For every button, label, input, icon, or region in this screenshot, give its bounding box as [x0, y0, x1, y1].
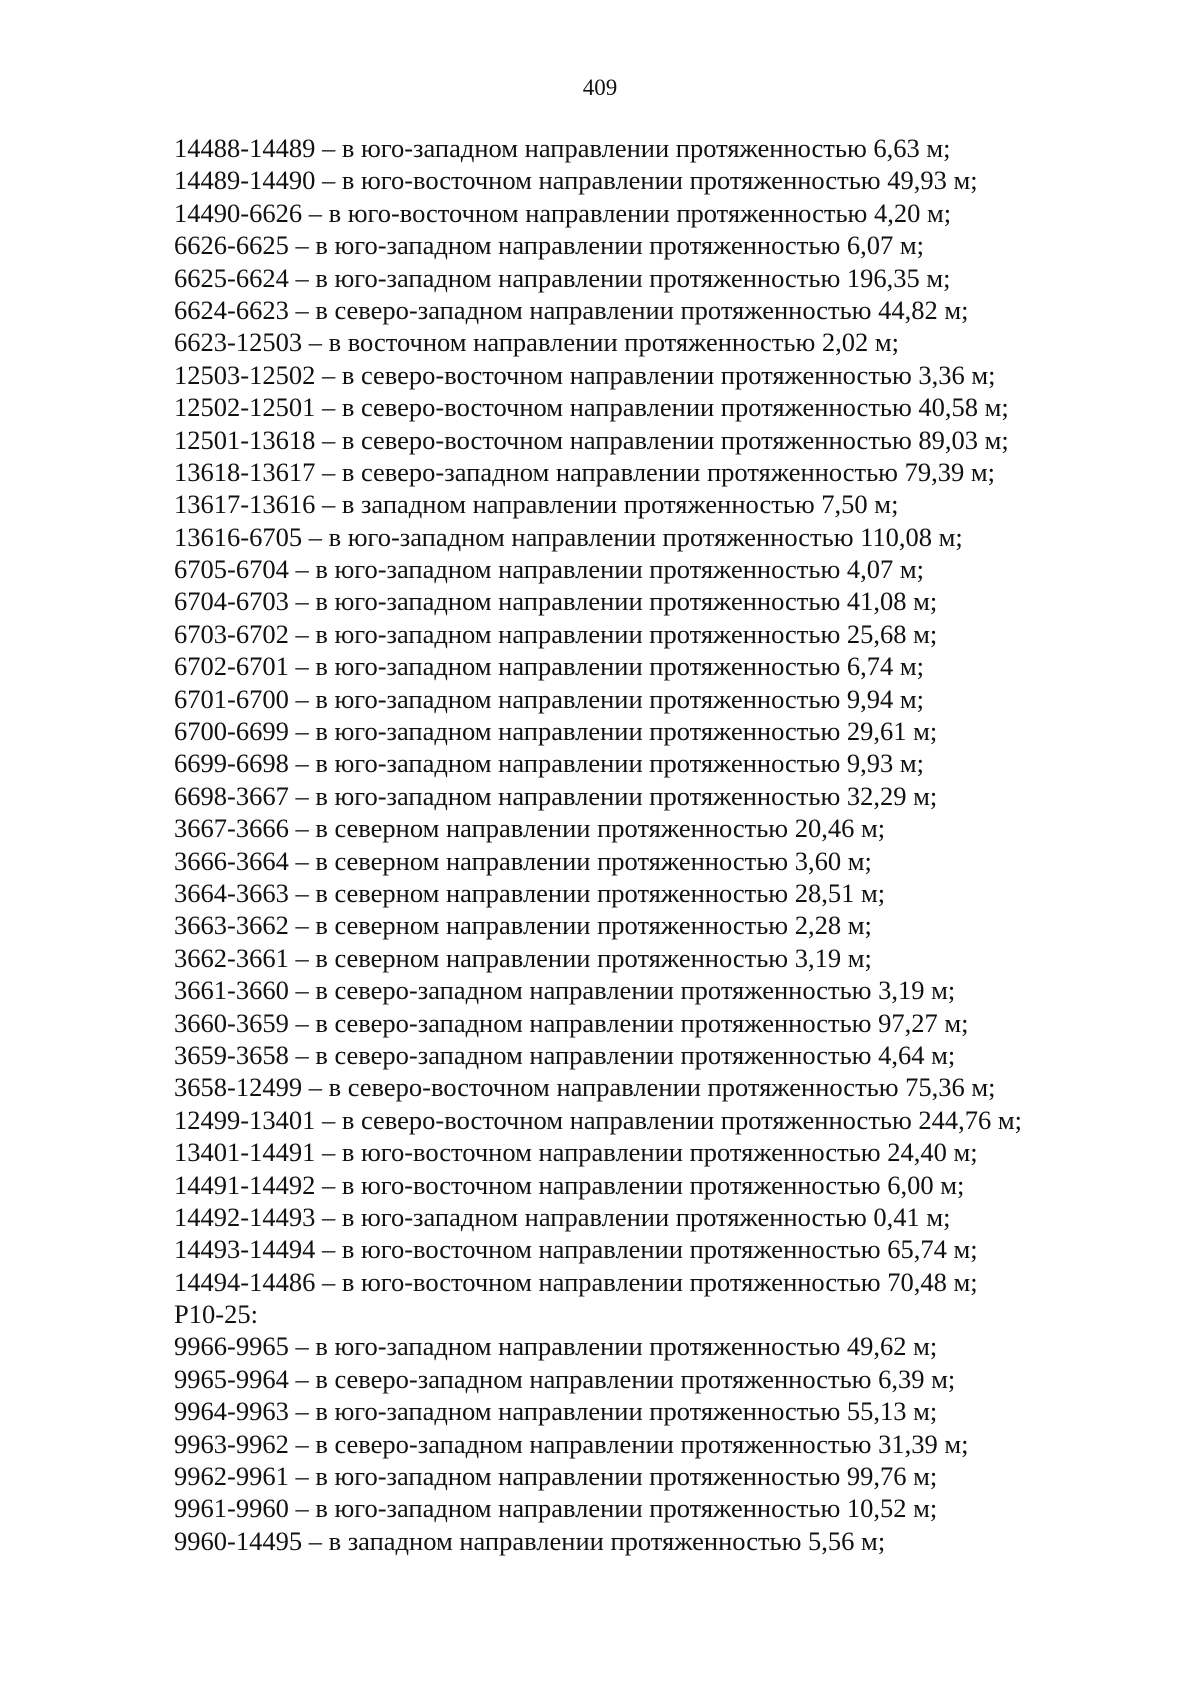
text-line: 14493-14494 – в юго-восточном направлении протяженностью 65,74 м;: [174, 1234, 978, 1265]
text-line: 12502-12501 – в северо-восточном направлении протяженностью 40,58 м;: [174, 392, 1009, 423]
text-line: 14491-14492 – в юго-восточном направлении протяженностью 6,00 м;: [174, 1169, 965, 1200]
text-line: 6701-6700 – в юго-западном направлении протяженностью 9,94 м;: [174, 683, 925, 714]
text-line: 9964-9963 – в юго-западном направлении протяженностью 55,13 м;: [174, 1396, 938, 1427]
text-line: 6626-6625 – в юго-западном направлении протяженностью 6,07 м;: [174, 230, 925, 261]
text-line: 13616-6705 – в юго-западном направлении протяженностью 110,08 м;: [174, 521, 963, 552]
text-line: 6699-6698 – в юго-западном направлении протяженностью 9,93 м;: [174, 748, 925, 779]
text-line: 12501-13618 – в северо-восточном направлении протяженностью 89,03 м;: [174, 424, 1009, 455]
page-number: 409: [582, 75, 618, 100]
text-line: Р10-25:: [174, 1299, 258, 1330]
text-line: 6703-6702 – в юго-западном направлении протяженностью 25,68 м;: [174, 618, 938, 649]
text-line: 3667-3666 – в северном направлении протяженностью 20,46 м;: [174, 813, 886, 844]
text-line: 3658-12499 – в северо-восточном направлении протяженностью 75,36 м;: [174, 1072, 996, 1103]
text-line: 9960-14495 – в западном направлении протяженностью 5,56 м;: [174, 1525, 886, 1556]
text-line: 3666-3664 – в северном направлении протяженностью 3,60 м;: [174, 845, 872, 876]
text-line: 6625-6624 – в юго-западном направлении протяженностью 196,35 м;: [174, 262, 951, 293]
text-line: 3660-3659 – в северо-западном направлении протяженностью 97,27 м;: [174, 1007, 969, 1038]
text-line: 9966-9965 – в юго-западном направлении протяженностью 49,62 м;: [174, 1331, 938, 1362]
text-line: 6623-12503 – в восточном направлении протяженностью 2,02 м;: [174, 327, 899, 358]
text-line: 9965-9964 – в северо-западном направлении протяженностью 6,39 м;: [174, 1363, 956, 1394]
text-line: 6698-3667 – в юго-западном направлении протяженностью 32,29 м;: [174, 780, 938, 811]
text-line: 14489-14490 – в юго-восточном направлении протяженностью 49,93 м;: [174, 165, 978, 196]
text-line: 14488-14489 – в юго-западном направлении протяженностью 6,63 м;: [174, 133, 951, 163]
text-line: 6700-6699 – в юго-западном направлении протяженностью 29,61 м;: [174, 716, 938, 747]
text-line: 3659-3658 – в северо-западном направлении протяженностью 4,64 м;: [174, 1039, 956, 1070]
text-line: 9963-9962 – в северо-западном направлении протяженностью 31,39 м;: [174, 1428, 969, 1459]
text-line: 3664-3663 – в северном направлении протяженностью 28,51 м;: [174, 877, 886, 908]
text-line: 12503-12502 – в северо-восточном направлении протяженностью 3,36 м;: [174, 359, 996, 390]
text-line: 6624-6623 – в северо-западном направлении протяженностью 44,82 м;: [174, 294, 969, 325]
text-line: 14492-14493 – в юго-западном направлении протяженностью 0,41 м;: [174, 1201, 951, 1232]
text-line: 9962-9961 – в юго-западном направлении протяженностью 99,76 м;: [174, 1461, 938, 1492]
text-line: 6704-6703 – в юго-западном направлении протяженностью 41,08 м;: [174, 586, 938, 617]
text-line: 3661-3660 – в северо-западном направлении протяженностью 3,19 м;: [174, 975, 956, 1006]
text-line: 6702-6701 – в юго-западном направлении протяженностью 6,74 м;: [174, 651, 925, 682]
text-line: 13617-13616 – в западном направлении протяженностью 7,50 м;: [174, 489, 899, 520]
text-line: 3663-3662 – в северном направлении протяженностью 2,28 м;: [174, 910, 872, 941]
text-line: 12499-13401 – в северо-восточном направлении протяженностью 244,76 м;: [174, 1104, 1023, 1135]
text-line: 6705-6704 – в юго-западном направлении протяженностью 4,07 м;: [174, 554, 925, 585]
boundary-description-list: [174, 132, 1174, 1557]
text-line: 9961-9960 – в юго-западном направлении протяженностью 10,52 м;: [174, 1493, 938, 1524]
text-line: 14490-6626 – в юго-восточном направлении протяженностью 4,20 м;: [174, 197, 952, 228]
text-line: 13401-14491 – в юго-восточном направлении протяженностью 24,40 м;: [174, 1137, 978, 1168]
text-line: 3662-3661 – в северном направлении протяженностью 3,19 м;: [174, 942, 872, 973]
text-line: 13618-13617 – в северо-западном направлении протяженностью 79,39 м;: [174, 456, 995, 487]
text-line: 14494-14486 – в юго-восточном направлении протяженностью 70,48 м;: [174, 1266, 978, 1297]
